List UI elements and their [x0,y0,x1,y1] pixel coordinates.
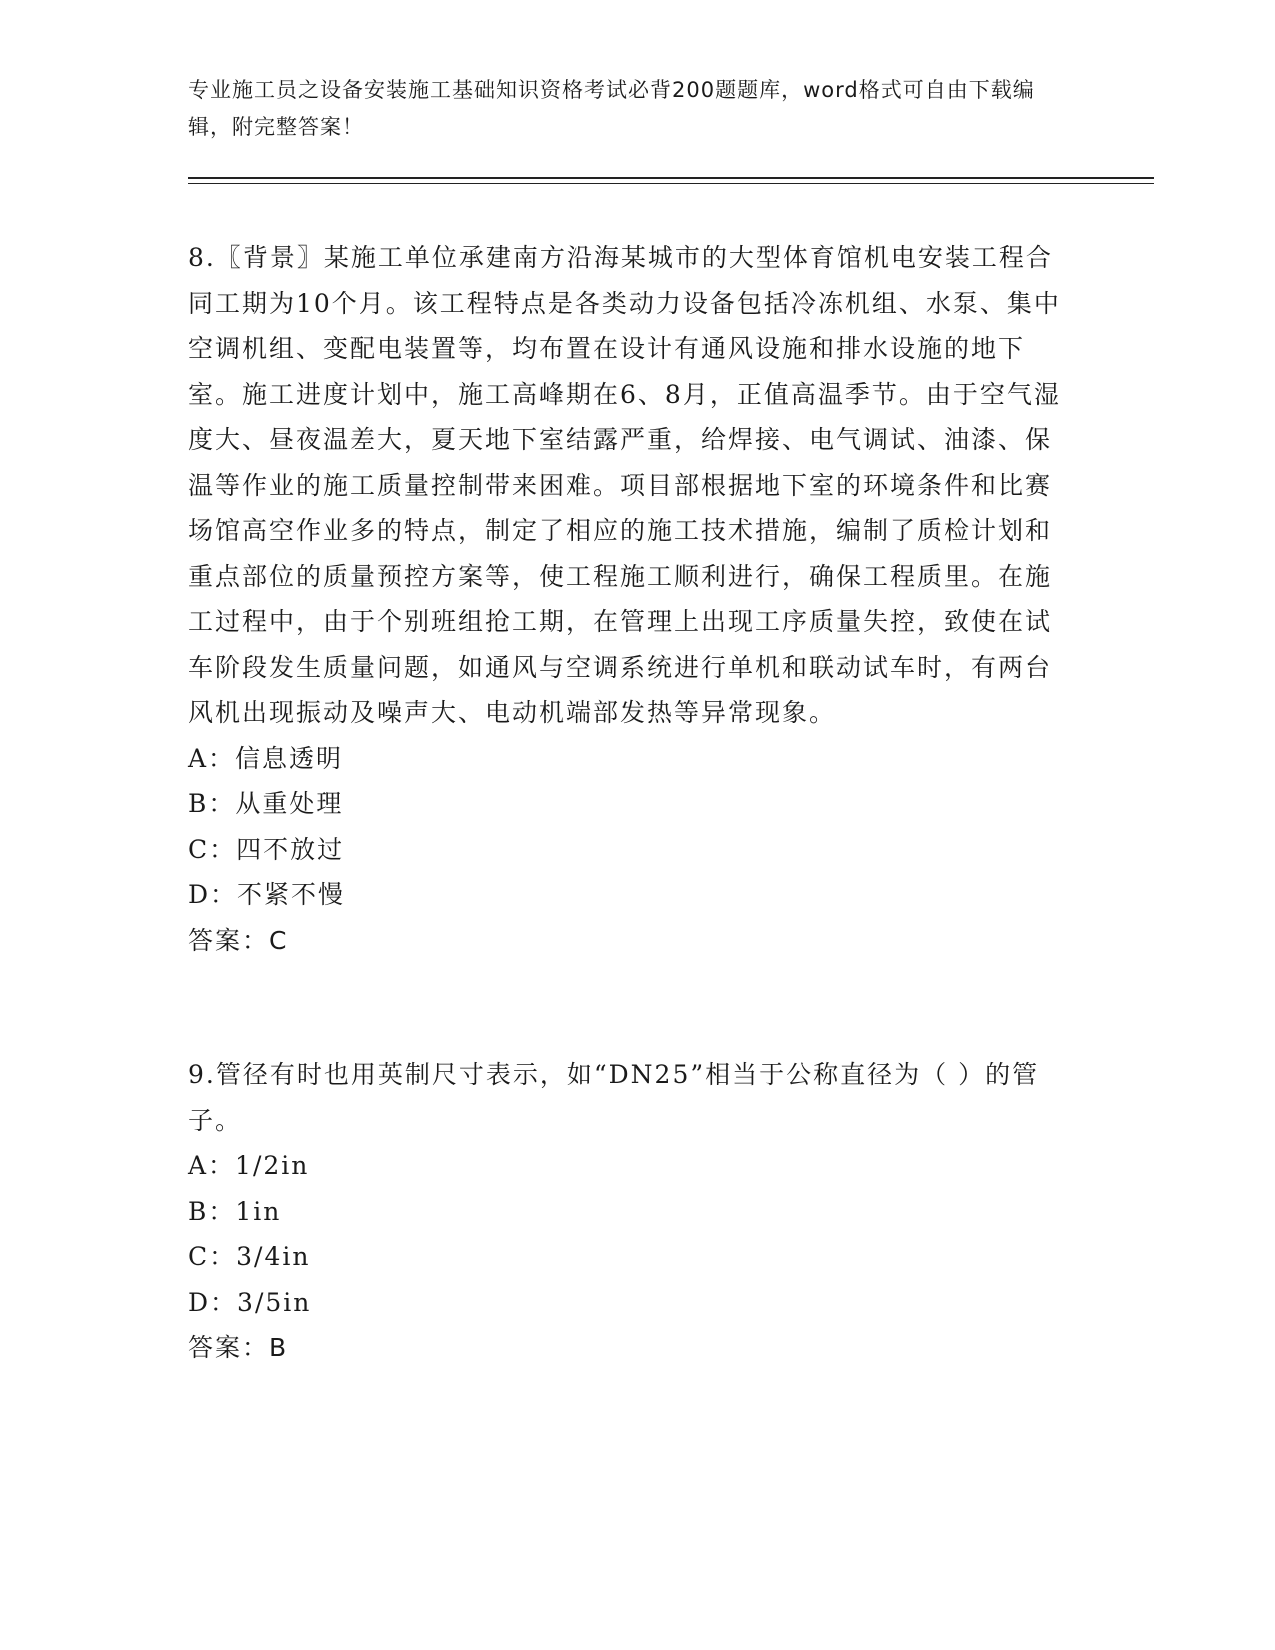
answer: 答案：B [188,1333,289,1362]
header-divider-thin [188,183,1154,184]
question-number: 8. [188,243,216,272]
option-b: B：1in [188,1196,282,1226]
question-stem [188,235,1068,736]
option-d: D：不紧不慢 [188,880,346,909]
answer: 答案：C [188,925,289,955]
option-b: B：从重处理 [188,789,344,818]
question-9 [188,1052,1068,1371]
question-text: 〖背景〗某施工单位承建南方沿海某城市的大型体育馆机电安装工程合同工期为10个月。该工程特点是各类动力设备包括冷冻机组、水泵、集中空调机组、变配电装置等，均布置在设计有通风设施和排水设施的地下室。施工进度计划中，施工高峰期在6、8月，正值高温季节。由于空气湿度大、昼夜温差大，夏天地下室结露严重，给焊接、电气调试、油漆、保温等作业的施工质量控制带来困难。项目部根据地下室的环境条件和比赛场馆高空作业多的特点，制定了相应的施工技术措施，编制了质检计划和重点部位的质量预控方案等，使工程施工顺利进行，确保工程质里。在施工过程中，由于个别班组抢工期，在管理上出现工序质量失控，致使在试车阶段发生质量问题，如通风与空调系统进行单机和联动试车时，有两台风机出现振动及噪声大、电动机端部发热等异常现象。 [188,243,1061,727]
header-text: 专业施工员之设备安装施工基础知识资格考试必背200题题库，word格式可自由下载编辑，附完整答案！ [188,78,1035,139]
document-header [188,72,1068,146]
option-a: A：1/2in [188,1151,310,1180]
option-c: C：四不放过 [188,834,345,864]
option-c: C：3/4in [188,1242,311,1271]
question-number: 9. [188,1060,216,1089]
question-8 [188,235,1068,963]
option-a: A：信息透明 [188,743,344,773]
question-text: 管径有时也用英制尺寸表示，如“DN25”相当于公称直径为（ ）的管子。 [188,1060,1040,1135]
header-divider-thick [188,177,1154,179]
option-d: D：3/5in [188,1287,312,1317]
question-stem [188,1052,1068,1143]
